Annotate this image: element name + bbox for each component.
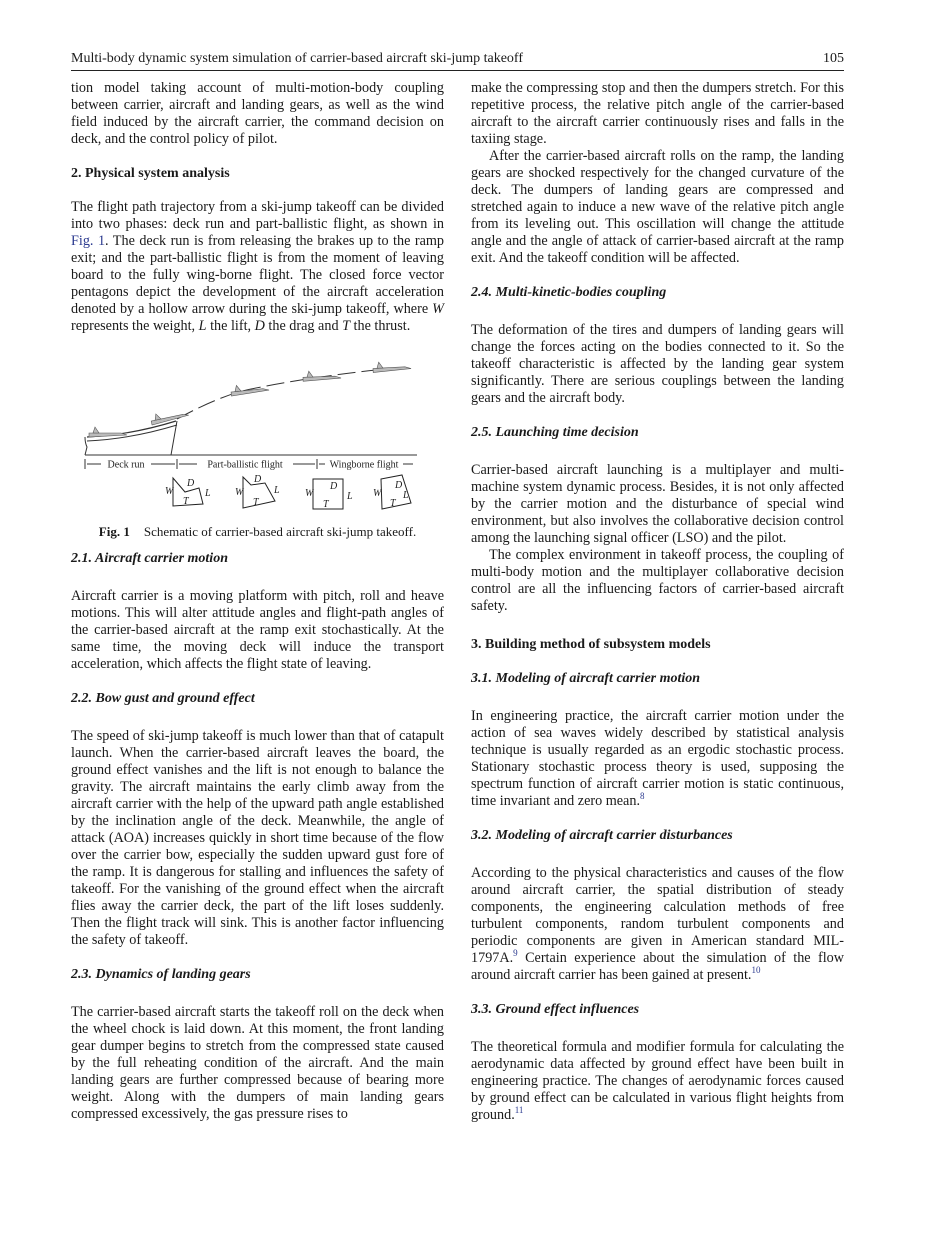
page-number: 105 [823,51,844,66]
text: . The deck run is from releasing the brakes up to the ramp exit; and the part-ballistic flight is from the moment of leaving board to the fully wing-borne flight. The closed force vector pentagons depict the development of the aircraft acceleration denoted by a hollow arrow during the ski-jump takeoff, where [71,233,444,317]
text: The theoretical formula and modifier formula for calculating the aerodynamic data affected by ground effect have been built in engineering practice. The changes of aerodynamic forces caused by ground effect can be calculated in various flight heights from ground. [471,1039,844,1123]
symbol-W: W [432,301,444,317]
force-label-D: D [330,481,338,492]
figure-1-caption [71,523,444,540]
section-2-4-heading: 2.4. Multi-kinetic-bodies coupling [471,285,667,300]
section-3-2-paragraph [471,865,844,984]
section-3-heading: 3. Building method of subsystem models [471,637,711,652]
text: the thrust. [349,318,411,334]
section-2-2-heading: 2.2. Bow gust and ground effect [71,691,255,706]
text: According to the physical characteristics and causes of the flow around aircraft carrier, the spatial distribution of steady components, the engineering calculation methods of free turbulent components, random turbulent components and periodic components are given in American standard MIL-1797A. [471,865,844,966]
section-2-5-paragraph-2: The complex environment in takeoff process, the coupling of multi-body motion and the multiplayer collaborative decision control are all the influencing factors of carrier-based aircraft safety. [471,547,844,614]
symbol-D: D [254,318,265,334]
label-deck-run: Deck run [107,459,145,471]
section-2-3-heading: 2.3. Dynamics of landing gears [71,967,251,982]
left-column [71,80,444,1123]
citation-11[interactable]: 11 [514,1105,524,1115]
section-2-1-paragraph: Aircraft carrier is a moving platform with pitch, roll and heave motions. This will alter attitude angles and flight-path angles of the carrier-based aircraft at the ramp exit stochastically. At the same time, the moving deck will induce the transport acceleration, which affects the flight state of leaving. [71,588,444,672]
section-3-2-heading: 3.2. Modeling of aircraft carrier disturbances [471,828,733,843]
force-label-T: T [183,496,189,507]
section-2-heading: 2. Physical system analysis [71,166,230,181]
citation-8[interactable]: 8 [640,791,645,801]
running-title: Multi-body dynamic system simulation of carrier-based aircraft ski-jump takeoff [71,51,523,66]
section-2-2-paragraph: The speed of ski-jump takeoff is much lower than that of catapult launch. When the carrier-based aircraft leaves the board, the ground effect vanishes and the lift is not enough to balance the gravity. The aircraft maintains the early climb away from the aircraft carrier with the help of the upward path angle established by the inclination angle of the deck. Meanwhile, the angle of attack (AOA) increases quickly in short time because of the flow over the carrier bow, especially the sudden upward gust fore of the ramp. It is dangerous for stalling and influences the safety of takeoff. For the vanishing of the ground effect when the aircraft flies away the carrier deck, the part of the lift loses suddenly. Then the flight track will sink. This is another factor influencing the safety of takeoff. [71,728,444,948]
label-wingborne: Wingborne flight [329,459,399,471]
force-label-W: W [373,488,382,499]
section-3-1-paragraph [471,708,844,810]
text: the drag and [264,318,343,334]
ski-jump-schematic [81,355,421,515]
aircraft-4 [303,370,341,381]
aircraft-5 [373,361,411,373]
caption-text: Schematic of carrier-based aircraft ski-jump takeoff. [143,524,417,539]
paragraph-continued: tion model taking account of multi-motion-body coupling between carrier, aircraft and landing gears, as well as the wind field induced by the aircraft carrier, the command decision on deck, and the control policy of pilot. [71,80,444,147]
section-2-3-paragraph: The carrier-based aircraft starts the takeoff roll on the deck when the wheel chock is laid down. At this moment, the front landing gear dumper begins to stretch from the compressed state caused by the full reheating condition of the aircraft. And the main landing gears are further compressed because of bearing more weight. Along with the dumpers of main landing gears compressed excessively, the gas pressure rises to [71,1004,444,1122]
label-part-ballistic: Part-ballistic flight [207,459,283,471]
figure-1 [71,355,444,515]
flight-path [177,370,376,419]
section-2-4-paragraph: The deformation of the tires and dumpers of landing gears will change the forces acting on the bodies connected to it. So the takeoff characteristic is affected by the landing gear system significantly. There are serious couplings between the landing gears and the aircraft body. [471,322,844,406]
right-column [471,80,844,1124]
text: Certain experience about the simulation of the flow around aircraft carrier has been gained at present. [471,950,844,983]
running-header [71,50,844,71]
force-label-W: W [305,488,314,499]
force-label-T: T [390,498,396,509]
fig-1-link[interactable]: Fig. 1 [71,233,106,249]
text: In engineering practice, the aircraft carrier motion under the action of sea waves widely described by statistical analysis technique is usually regarded as an ergodic stochastic process. Stationary stochastic process theory is used, supposing the spectrum function of aircraft carrier motion is static continuous, time invariant and zero mean. [471,708,844,809]
force-label-T: T [323,499,329,510]
force-label-L: L [205,488,211,499]
force-label-W: W [165,486,174,497]
force-label-L: L [347,491,353,502]
ship-stern [85,437,87,455]
symbol-T: T [342,318,350,334]
symbol-L: L [198,318,207,334]
section-3-1-heading: 3.1. Modeling of aircraft carrier motion [471,671,701,686]
section-2-1-heading: 2.1. Aircraft carrier motion [71,551,228,566]
text: The flight path trajectory from a ski-jump takeoff can be divided into two phases: deck run and part-ballistic flight, as shown in [71,199,444,232]
text: the lift, [206,318,255,334]
section-2-5-paragraph: Carrier-based aircraft launching is a multiplayer and multi-machine system dynamic process. Besides, it is not only affected by the carrier motion and the disturbance of special wind environment, but also involves the collaborative decision control among the launching signal officer (LSO) and the pilot. [471,462,844,546]
text: represents the weight, [71,318,199,334]
section-2-5-heading: 2.5. Launching time decision [471,425,639,440]
aircraft-1 [89,427,127,437]
section-2-paragraph [71,199,444,335]
force-label-L: L [274,485,280,496]
force-label-D: D [254,474,262,485]
force-label-W: W [235,487,244,498]
force-label-D: D [187,478,195,489]
section-3-3-paragraph [471,1039,844,1124]
paragraph-ramp: After the carrier-based aircraft rolls on the ramp, the landing gears are shocked respectively for the changed curvature of the deck. The dumpers of landing gears are compressed and stretched again to induce a new wave of the relative pitch angle from its leveling out. This oscillation will change the attitude angle and the angle of attack of carrier-based aircraft at the ramp exit. And the takeoff condition will be affected. [471,148,844,266]
force-label-L: L [403,490,409,501]
figure-label: Fig. 1 [98,524,130,539]
section-3-3-heading: 3.3. Ground effect influences [471,1002,640,1017]
citation-9[interactable]: 9 [513,948,518,958]
force-label-T: T [253,497,259,508]
citation-10[interactable]: 10 [751,965,761,975]
paragraph-continued: make the compressing stop and then the dumpers stretch. For this repetitive process, the relative pitch angle of the carrier-based aircraft to the aircraft carrier continuously rises and falls in the taxiing stage. [471,80,844,147]
force-label-D: D [395,480,403,491]
